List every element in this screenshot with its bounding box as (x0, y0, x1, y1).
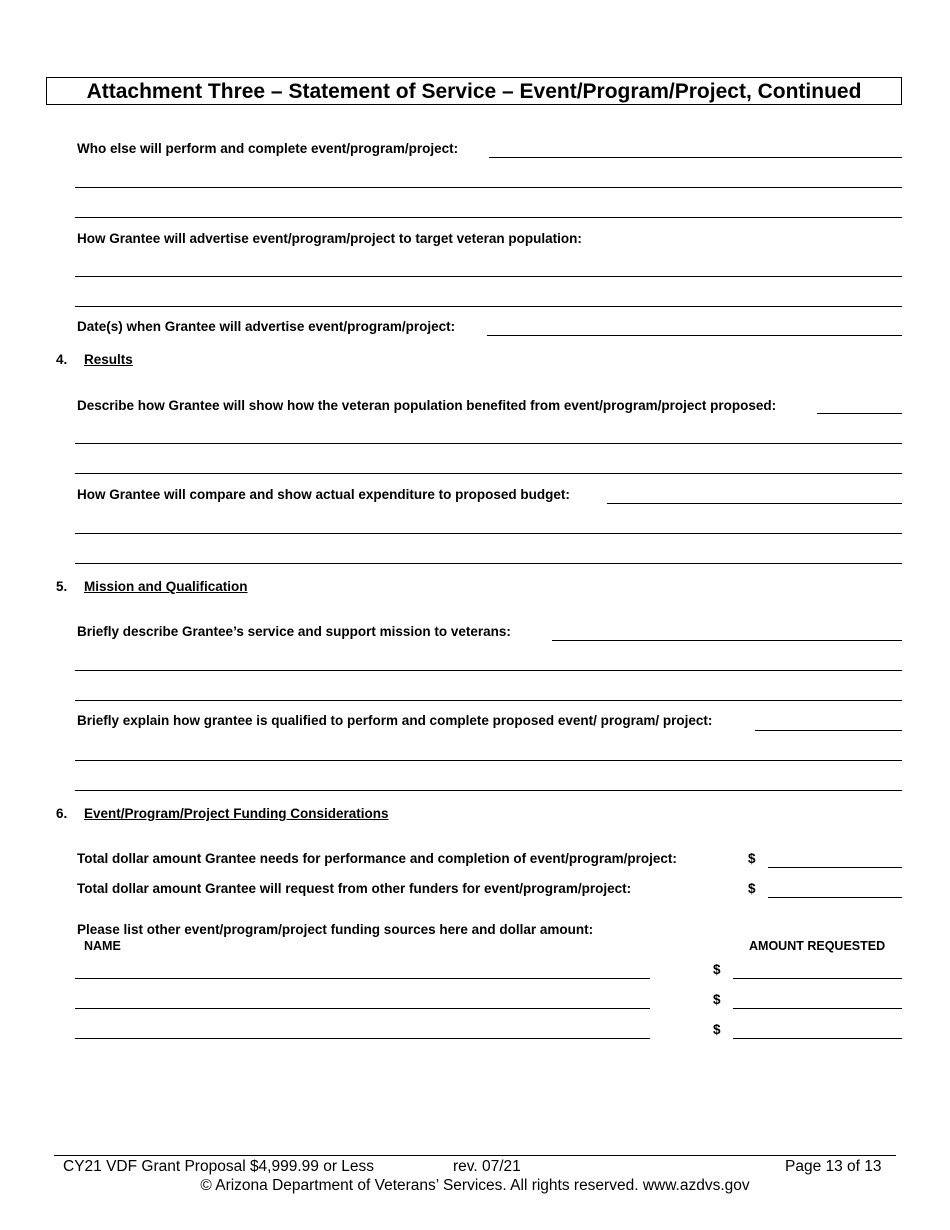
answer-line[interactable] (75, 700, 902, 701)
answer-line[interactable] (75, 187, 902, 188)
question-mission: Briefly describe Grantee’s service and support mission to veterans: (77, 624, 511, 639)
answer-line[interactable] (487, 335, 902, 336)
question-show-benefit: Describe how Grantee will show how the veteran population benefited from event/program/project proposed: (77, 398, 777, 413)
amount-field-total-request[interactable] (768, 897, 902, 898)
section-number-mission: 5. (56, 579, 68, 594)
section-number-results: 4. (56, 352, 68, 367)
answer-line[interactable] (75, 790, 902, 791)
section-heading-mission: Mission and Qualification (84, 579, 248, 594)
answer-line[interactable] (75, 760, 902, 761)
question-total-request: Total dollar amount Grantee will request from other funders for event/program/project: (77, 881, 632, 896)
answer-line[interactable] (75, 276, 902, 277)
funding-source-name-field[interactable] (75, 1008, 650, 1009)
funding-source-amount-field[interactable] (733, 978, 902, 979)
answer-line[interactable] (75, 670, 902, 671)
funding-source-amount-field[interactable] (733, 1038, 902, 1039)
answer-line[interactable] (75, 443, 902, 444)
answer-line[interactable] (607, 503, 902, 504)
question-total-needs: Total dollar amount Grantee needs for performance and completion of event/program/project: (77, 851, 677, 866)
question-advertise: How Grantee will advertise event/program/project to target veteran population: (77, 231, 582, 246)
section-number-funding: 6. (56, 806, 68, 821)
page-title: Attachment Three – Statement of Service – Event/Program/Project, Continued (46, 77, 902, 105)
amount-field-total-needs[interactable] (768, 867, 902, 868)
funding-source-name-field[interactable] (75, 978, 650, 979)
answer-line[interactable] (75, 533, 902, 534)
currency-symbol: $ (713, 992, 721, 1007)
answer-line[interactable] (75, 563, 902, 564)
column-header-amount: AMOUNT REQUESTED (749, 939, 886, 953)
column-header-name: NAME (84, 939, 121, 953)
funding-source-amount-field[interactable] (733, 1008, 902, 1009)
footer-doc-name: CY21 VDF Grant Proposal $4,999.99 or Less (63, 1158, 375, 1175)
currency-symbol: $ (748, 881, 756, 896)
question-who-else: Who else will perform and complete event/program/project: (77, 141, 459, 156)
section-heading-funding: Event/Program/Project Funding Considerations (84, 806, 389, 821)
footer-revision: rev. 07/21 (453, 1158, 521, 1175)
section-heading-results: Results (84, 352, 133, 367)
footer-rule (54, 1155, 896, 1156)
funding-source-name-field[interactable] (75, 1038, 650, 1039)
answer-line[interactable] (489, 157, 902, 158)
currency-symbol: $ (713, 1022, 721, 1037)
currency-symbol: $ (713, 962, 721, 977)
question-compare-budget: How Grantee will compare and show actual expenditure to proposed budget: (77, 487, 570, 502)
footer-copyright: © Arizona Department of Veterans’ Services. All rights reserved. www.azdvs.gov (200, 1177, 750, 1194)
answer-line[interactable] (75, 217, 902, 218)
answer-line[interactable] (552, 640, 902, 641)
answer-line[interactable] (75, 306, 902, 307)
answer-line[interactable] (817, 413, 902, 414)
question-advertise-dates: Date(s) when Grantee will advertise event/program/project: (77, 319, 456, 334)
footer-page-number: Page 13 of 13 (785, 1158, 882, 1175)
answer-line[interactable] (755, 730, 902, 731)
answer-line[interactable] (75, 473, 902, 474)
question-qualified: Briefly explain how grantee is qualified to perform and complete proposed event/ program/ project: (77, 713, 713, 728)
currency-symbol: $ (748, 851, 756, 866)
question-other-sources: Please list other event/program/project funding sources here and dollar amount: (77, 922, 594, 937)
